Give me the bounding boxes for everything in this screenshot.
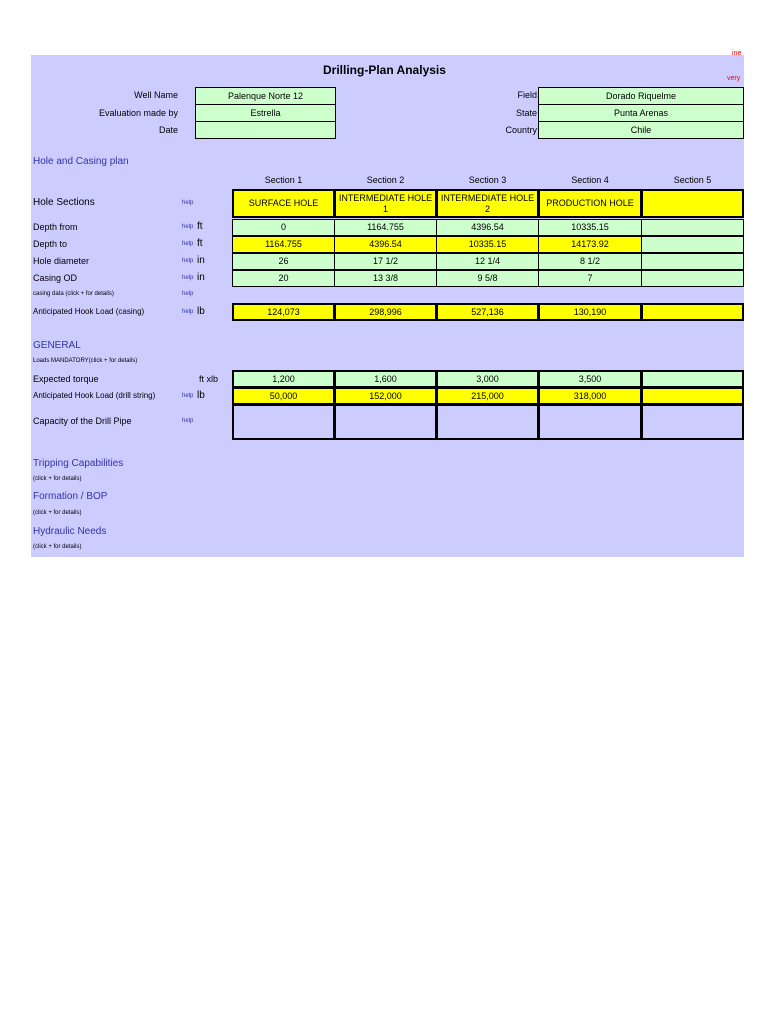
capacity-s3[interactable] bbox=[436, 404, 539, 440]
tripping-details-link[interactable]: (click + for details) bbox=[33, 476, 82, 482]
casing-od-s2[interactable]: 13 3/8 bbox=[334, 270, 437, 287]
country-label: Country bbox=[505, 125, 537, 135]
casing-od-s4[interactable]: 7 bbox=[538, 270, 642, 287]
hook-load-casing-label: Anticipated Hook Load (casing) bbox=[33, 307, 145, 316]
formation-details-link[interactable]: (click + for details) bbox=[33, 510, 82, 516]
depth-from-unit: ft bbox=[197, 221, 203, 232]
section-4-header: Section 4 bbox=[571, 175, 609, 185]
depth-to-s2[interactable]: 4396.54 bbox=[334, 236, 437, 253]
help-link-depth-to[interactable]: help bbox=[182, 241, 194, 247]
section-1-header: Section 1 bbox=[264, 175, 303, 185]
general-title: GENERAL bbox=[33, 340, 81, 351]
hook-load-casing-s4[interactable]: 130,190 bbox=[538, 303, 642, 321]
loads-mandatory-label[interactable]: Loads MANDATORY(click + for details) bbox=[33, 358, 138, 364]
hole-diameter-s1[interactable]: 26 bbox=[232, 253, 335, 270]
depth-from-s2[interactable]: 1164.755 bbox=[334, 219, 437, 236]
depth-to-s5[interactable] bbox=[641, 236, 744, 253]
corner-note-2: very bbox=[727, 75, 741, 82]
hole-diameter-label: Hole diameter bbox=[33, 256, 90, 266]
casing-data-label[interactable]: casing data (click + for details) bbox=[33, 291, 114, 297]
capacity-s5[interactable] bbox=[641, 404, 744, 440]
hole-diameter-unit: in bbox=[197, 255, 205, 266]
capacity-drill-pipe-label: Capacity of the Drill Pipe bbox=[33, 416, 132, 426]
help-link-capacity[interactable]: help bbox=[182, 418, 194, 424]
expected-torque-s2[interactable]: 1,600 bbox=[334, 370, 437, 388]
casing-od-s1[interactable]: 20 bbox=[232, 270, 335, 287]
help-link-casing-od[interactable]: help bbox=[182, 275, 194, 281]
hole-diameter-s3[interactable]: 12 1/4 bbox=[436, 253, 539, 270]
casing-od-label: Casing OD bbox=[33, 273, 78, 283]
field-field[interactable]: Dorado Riquelme bbox=[538, 87, 744, 105]
help-link-hook-load-drill[interactable]: help bbox=[182, 393, 194, 399]
hook-load-drill-s2[interactable]: 152,000 bbox=[334, 387, 437, 405]
tripping-capabilities-title: Tripping Capabilities bbox=[33, 458, 124, 469]
corner-note-1: ine bbox=[732, 50, 742, 57]
formation-bop-title: Formation / BOP bbox=[33, 491, 108, 502]
casing-od-s3[interactable]: 9 5/8 bbox=[436, 270, 539, 287]
well-name-label: Well Name bbox=[134, 90, 178, 100]
hook-load-drill-s3[interactable]: 215,000 bbox=[436, 387, 539, 405]
help-link-hole-sections[interactable]: help bbox=[182, 200, 194, 206]
expected-torque-s5[interactable] bbox=[641, 370, 744, 388]
depth-to-label: Depth to bbox=[33, 239, 68, 249]
date-field[interactable] bbox=[195, 121, 336, 139]
help-link-hook-load-casing[interactable]: help bbox=[182, 309, 194, 315]
hole-diameter-s5[interactable] bbox=[641, 253, 744, 270]
evaluation-by-field[interactable]: Estrella bbox=[195, 104, 336, 122]
depth-from-s3[interactable]: 4396.54 bbox=[436, 219, 539, 236]
depth-to-s3[interactable]: 10335.15 bbox=[436, 236, 539, 253]
state-field[interactable]: Punta Arenas bbox=[538, 104, 744, 122]
expected-torque-s1[interactable]: 1,200 bbox=[232, 370, 335, 388]
depth-to-s1[interactable]: 1164.755 bbox=[232, 236, 335, 253]
well-name-field[interactable]: Palenque Norte 12 bbox=[195, 87, 336, 105]
depth-to-s4[interactable]: 14173.92 bbox=[538, 236, 642, 253]
help-link-casing-data[interactable]: help bbox=[182, 291, 194, 297]
page-title: Drilling-Plan Analysis bbox=[323, 63, 446, 77]
casing-od-unit: in bbox=[197, 272, 205, 283]
hole-diameter-s2[interactable]: 17 1/2 bbox=[334, 253, 437, 270]
country-field[interactable]: Chile bbox=[538, 121, 744, 139]
capacity-s4[interactable] bbox=[538, 404, 642, 440]
hook-load-drill-s1[interactable]: 50,000 bbox=[232, 387, 335, 405]
section-5-header: Section 5 bbox=[673, 175, 712, 185]
hole-section-1[interactable]: SURFACE HOLE bbox=[232, 189, 335, 218]
depth-from-s1[interactable]: 0 bbox=[232, 219, 335, 236]
section-3-header: Section 3 bbox=[468, 175, 507, 185]
date-label: Date bbox=[158, 125, 178, 135]
field-label: Field bbox=[517, 90, 537, 100]
depth-from-s4[interactable]: 10335.15 bbox=[538, 219, 642, 236]
hole-section-5[interactable] bbox=[641, 189, 744, 218]
help-link-hole-diameter[interactable]: help bbox=[182, 258, 194, 264]
hole-section-4[interactable]: PRODUCTION HOLE bbox=[538, 189, 642, 218]
help-link-depth-from[interactable]: help bbox=[182, 224, 194, 230]
casing-od-s5[interactable] bbox=[641, 270, 744, 287]
section-2-header: Section 2 bbox=[366, 175, 405, 185]
hydraulic-needs-title: Hydraulic Needs bbox=[33, 526, 107, 537]
hook-load-casing-s5[interactable] bbox=[641, 303, 744, 321]
expected-torque-s3[interactable]: 3,000 bbox=[436, 370, 539, 388]
expected-torque-s4[interactable]: 3,500 bbox=[538, 370, 642, 388]
hole-diameter-s4[interactable]: 8 1/2 bbox=[538, 253, 642, 270]
hook-load-casing-s2[interactable]: 298,996 bbox=[334, 303, 437, 321]
hole-section-2[interactable]: INTERMEDIATE HOLE 1 bbox=[334, 189, 437, 218]
evaluation-by-label: Evaluation made by bbox=[98, 108, 178, 118]
expected-torque-label: Expected torque bbox=[33, 374, 99, 384]
state-label: State bbox=[515, 108, 537, 118]
depth-to-unit: ft bbox=[197, 238, 203, 249]
depth-from-s5[interactable] bbox=[641, 219, 744, 236]
hook-load-casing-s3[interactable]: 527,136 bbox=[436, 303, 539, 321]
hook-load-casing-unit: lb bbox=[197, 306, 205, 317]
hole-casing-plan-title: Hole and Casing plan bbox=[33, 156, 129, 167]
hook-load-casing-s1[interactable]: 124,073 bbox=[232, 303, 335, 321]
hole-sections-label: Hole Sections bbox=[33, 197, 95, 208]
hydraulic-details-link[interactable]: (click + for details) bbox=[33, 544, 82, 550]
hook-load-drill-s4[interactable]: 318,000 bbox=[538, 387, 642, 405]
hook-load-drill-unit: lb bbox=[197, 390, 205, 401]
capacity-s1[interactable] bbox=[232, 404, 335, 440]
expected-torque-unit: ft xlb bbox=[199, 374, 219, 384]
capacity-s2[interactable] bbox=[334, 404, 437, 440]
hook-load-drill-label: Anticipated Hook Load (drill string) bbox=[33, 391, 156, 400]
hole-section-3[interactable]: INTERMEDIATE HOLE 2 bbox=[436, 189, 539, 218]
depth-from-label: Depth from bbox=[33, 222, 78, 232]
hook-load-drill-s5[interactable] bbox=[641, 387, 744, 405]
